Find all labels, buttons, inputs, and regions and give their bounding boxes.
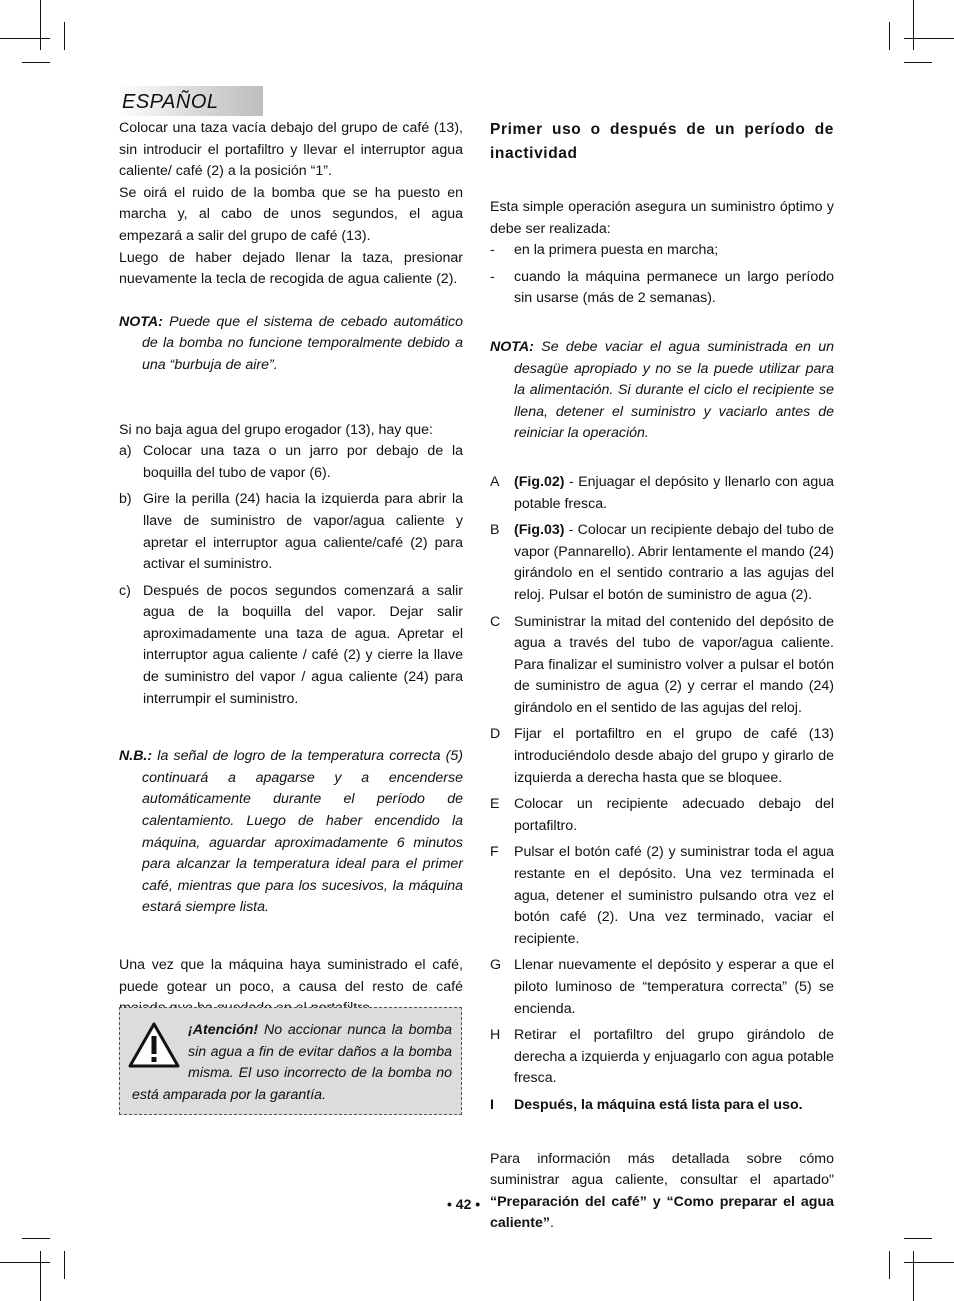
warning-label: ¡Atención! <box>188 1022 259 1038</box>
step-marker: E <box>490 796 500 813</box>
step-marker: A <box>490 473 500 490</box>
bullet-dash: - <box>490 242 495 259</box>
crop-mark <box>913 0 914 50</box>
crop-mark <box>889 22 890 50</box>
step-text: - Enjuagar el depósito y llenarlo con agua potable fresca. <box>514 473 834 512</box>
step-marker: B <box>490 522 500 539</box>
step-text: Suministrar la mitad del contenido del depósito de agua a través del tubo de vapor/agua caliente. Para finalizar el suministro volver a pulsar el botón de suministro de agua (2) y cerrar el mando (24) girándolo en el sentido de las agujas del reloj. <box>514 613 834 716</box>
crop-mark <box>22 62 50 63</box>
note-text: Puede que el sistema de cebado automático de la bomba no funcione temporalmente debido a una “burbuja de aire”. <box>142 313 463 373</box>
step-item <box>490 955 834 1020</box>
step-item <box>490 472 834 515</box>
crop-mark <box>0 1262 50 1263</box>
step-marker: D <box>490 726 501 743</box>
more-info-paragraph <box>490 1149 834 1235</box>
step-item <box>490 724 834 789</box>
crop-mark <box>64 1251 65 1279</box>
crop-mark <box>40 1251 41 1301</box>
nb-label: N.B.: <box>119 748 153 765</box>
more-info-end: . <box>549 1215 554 1232</box>
crop-mark <box>0 38 50 39</box>
list-marker: a) <box>119 443 132 460</box>
note-label: NOTA: <box>119 313 163 330</box>
list-marker: c) <box>119 582 131 599</box>
step-text: Colocar un recipiente adecuado debajo del portafiltro. <box>514 796 834 834</box>
right-column <box>490 118 834 1235</box>
nb-text: la señal de logro de la temperatura correcta (5) continuará a apagarse y a encenderse automáticamente durante el período de calentamiento. Luego de haber encendido la máquina, aguardar aproximadamente 6 minutos para alcanzar la temperatura ideal para el primer café, mientras que para los sucesivos, la máquina estará siempre lista. <box>142 748 463 916</box>
step-marker: G <box>490 957 502 974</box>
fig-ref: (Fig.02) <box>514 473 565 490</box>
crop-mark <box>913 1251 914 1301</box>
crop-mark <box>22 1238 50 1239</box>
fig-ref: (Fig.03) <box>514 522 565 539</box>
step-item <box>490 1025 834 1090</box>
crop-mark <box>904 62 932 63</box>
step-item-final <box>490 1095 834 1117</box>
list-text: Después de pocos segundos comenzará a salir agua de la boquilla del vapor. Dejar salir aproximadamente una taza de agua. Apretar el interruptor agua caliente / café (2) y cierre la llave de suministro del vapor / agua caliente (24) para interrumpir el suministro. <box>143 582 463 707</box>
step-marker: H <box>490 1027 501 1044</box>
crop-mark <box>904 1238 932 1239</box>
bullet-dash: - <box>490 268 495 285</box>
nb-block <box>119 746 463 919</box>
list-item <box>119 441 463 484</box>
warning-box <box>119 1007 462 1115</box>
step-text: Retirar el portafiltro del grupo girándolo de derecha a izquierda y enjuagarlo con agua potable fresca. <box>514 1027 834 1087</box>
crop-mark <box>64 22 65 50</box>
warning-text-block <box>132 1020 452 1106</box>
no-water-intro: Si no baja agua del grupo erogador (13), hay que: <box>119 421 433 438</box>
right-note-block <box>490 337 834 445</box>
drip-paragraph: Una vez que la máquina haya suministrado el café, puede gotear un poco, a causa del resto de café <box>119 957 463 995</box>
step-marker: C <box>490 613 501 630</box>
steps-list <box>490 472 834 1117</box>
left-column <box>119 118 463 1020</box>
page-number: • 42 • <box>447 1196 481 1212</box>
warning-text: No accionar nunca la bomba sin agua a fin de evitar daños a la bomba misma. El uso incorrecto de la bomba no está amparada por la garantía. <box>132 1022 453 1103</box>
list-text: Colocar una taza o un jarro por debajo de la boquilla del tubo de vapor (6). <box>143 443 463 481</box>
section-heading: Primer uso o después de un período de inactividad <box>490 121 834 162</box>
intro-paragraph: Colocar una taza vacía debajo del grupo de café (13), sin introducir el portafiltro y llevar el interruptor agua caliente/ café (2) a la posición “1”. <box>119 120 463 180</box>
list-item <box>119 581 463 711</box>
crop-mark <box>889 1251 890 1279</box>
right-note-text: Se debe vaciar el agua suministrada en un desagüe apropiado y no se la puede utilizar para la alimentación. Si durante el ciclo el recipiente se llena, detener el suministro y vaciarlo antes de reiniciar la operación. <box>514 338 834 442</box>
step-item <box>490 520 834 606</box>
bullet-item <box>490 240 834 262</box>
step-marker: I <box>490 1096 494 1113</box>
right-intro: Esta simple operación asegura un suministro óptimo y debe ser realizada: <box>490 199 834 237</box>
language-tab <box>118 86 263 116</box>
step-item <box>490 612 834 720</box>
step-item <box>490 794 834 837</box>
crop-mark <box>904 38 954 39</box>
intro-paragraph: Luego de haber dejado llenar la taza, presionar nuevamente la tecla de recogida de agua caliente (2). <box>119 249 463 288</box>
bullet-text: en la primera puesta en marcha; <box>514 242 719 259</box>
step-marker: F <box>490 844 499 861</box>
step-text: Fijar el portafiltro en el grupo de café (13) introduciéndolo desde abajo del grupo y girarlo de izquierda a derecha hasta que se bloquee. <box>514 726 834 786</box>
bullet-item <box>490 267 834 310</box>
list-item <box>119 489 463 575</box>
list-marker: b) <box>119 491 132 508</box>
step-text: - Colocar un recipiente debajo del tubo de vapor (Pannarello). Abrir lentamente el mando (24) girándolo en el sentido contrario a las agujas del reloj. Pulsar el botón de suministro de agua (2). <box>514 522 834 603</box>
list-text: Gire la perilla (24) hacia la izquierda para abrir la llave de suministro de vapor/agua caliente y apretar el interruptor agua caliente/café (2) para activar el suministro. <box>143 491 463 573</box>
step-text: Después, la máquina está lista para el uso. <box>514 1096 803 1113</box>
right-note-label: NOTA: <box>490 338 534 355</box>
crop-mark <box>904 1262 954 1263</box>
bullet-text: cuando la máquina permanece un largo período sin usarse (más de 2 semanas). <box>514 268 834 307</box>
language-label: ESPAÑOL <box>122 91 219 113</box>
step-text: Llenar nuevamente el depósito y esperar a que el piloto luminoso de “temperatura correcta” (5) se encienda. <box>514 957 834 1017</box>
more-info-reference: “Preparación del café” y “Como preparar el agua caliente” <box>490 1193 834 1232</box>
note-block <box>119 312 463 377</box>
crop-mark <box>40 0 41 50</box>
step-item <box>490 842 834 950</box>
more-info-text: Para información más detallada sobre cómo suministrar agua caliente, consultar el apartado" <box>490 1150 834 1189</box>
intro-paragraph: Se oirá el ruido de la bomba que se ha puesto en marcha y, al cabo de unos segundos, el agua empezará a salir del grupo de café (13). <box>119 184 463 244</box>
step-text: Pulsar el botón café (2) y suministrar toda el agua restante en el depósito. Una vez terminada el agua, detener el suministro pulsando otra vez el botón café (2). Una vez terminado, vaciar el recipiente. <box>514 844 834 947</box>
